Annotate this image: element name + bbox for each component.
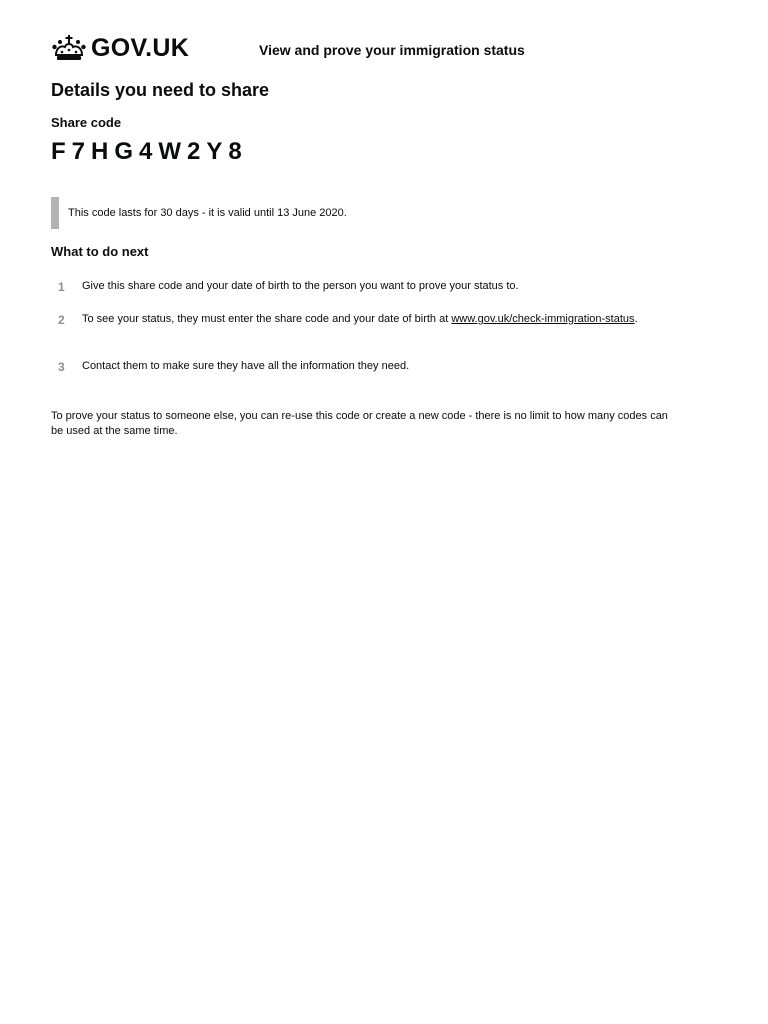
step-number: 3 [58, 360, 65, 374]
govuk-logo[interactable] [51, 33, 189, 63]
share-code-value: F7HG4W2Y8 [51, 138, 248, 165]
step-number: 1 [58, 280, 65, 294]
service-name[interactable]: View and prove your immigration status [259, 42, 525, 58]
step-text-body: To see your status, they must enter the share code and your date of birth at [82, 313, 452, 325]
step-text: Give this share code and your date of birth to the person you want to prove your status to. [82, 280, 519, 292]
step-text: Contact them to make sure they have all the information they need. [82, 360, 410, 372]
validity-inset [51, 197, 661, 229]
step-text-suffix: . [634, 313, 638, 325]
reuse-code-note: To prove your status to someone else, you can re-use this code or create a new code - there is no limit to how many codes can be used at the same time. [51, 410, 668, 437]
page-header [51, 33, 671, 63]
step-number: 2 [58, 313, 65, 327]
page-title: Details you need to share [51, 80, 270, 100]
step-text [82, 312, 662, 326]
crown-icon [51, 34, 87, 62]
share-code-label: Share code [51, 115, 122, 130]
logo-text: GOV.UK [91, 34, 190, 62]
check-immigration-status-link[interactable]: www.gov.uk/check-immigration-status [451, 313, 635, 325]
validity-notice: This code lasts for 30 days - it is valid until 13 June 2020. [68, 207, 347, 219]
what-to-do-next-heading: What to do next [51, 244, 149, 259]
